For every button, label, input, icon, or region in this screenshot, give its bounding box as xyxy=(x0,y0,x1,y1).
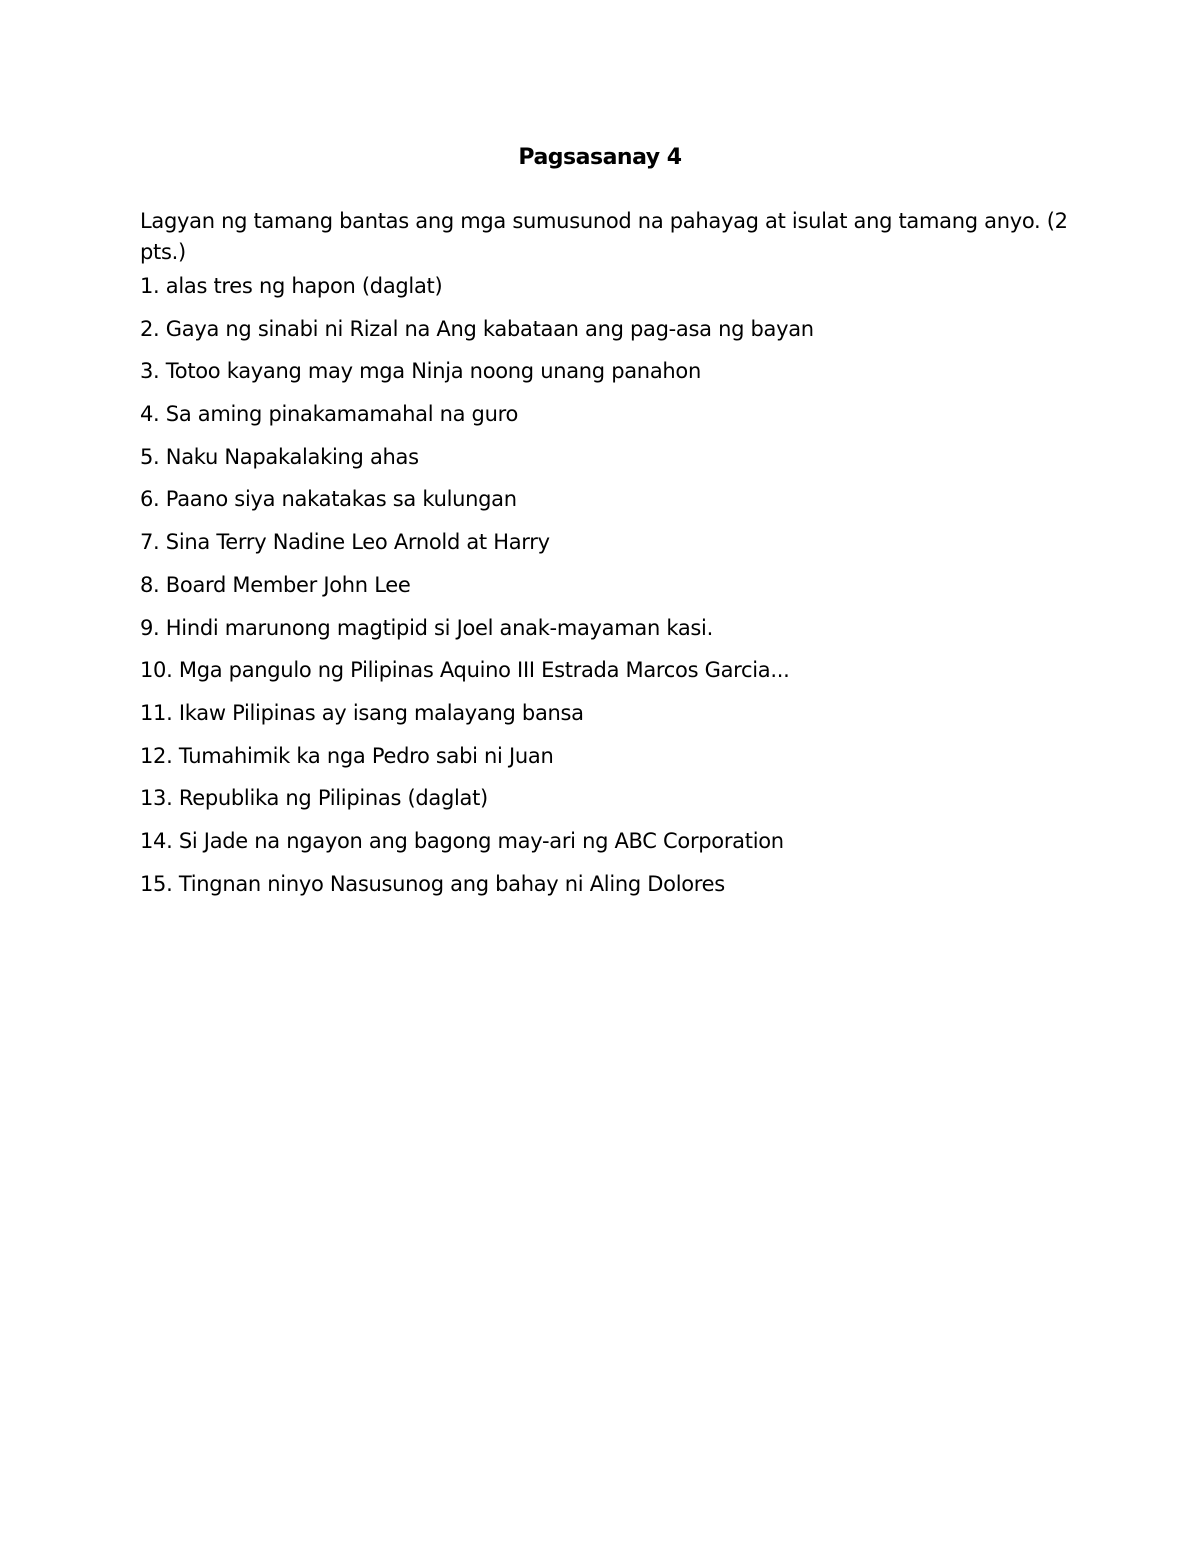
exercise-item-11: 11. Ikaw Pilipinas ay isang malayang bansa xyxy=(140,700,584,725)
exercise-item-7: 7. Sina Terry Nadine Leo Arnold at Harry xyxy=(140,530,550,555)
exercise-item-3: 3. Totoo kayang may mga Ninja noong unang panahon xyxy=(140,359,701,384)
exercise-item-1: 1. alas tres ng hapon (daglat) xyxy=(140,274,443,298)
exercise-item-8: 8. Board Member John Lee xyxy=(140,572,411,597)
exercise-item-14: 14. Si Jade na ngayon ang bagong may-ari ng ABC Corporation xyxy=(140,828,784,853)
exercise-item-6: 6. Paano siya nakatakas sa kulungan xyxy=(140,487,517,512)
exercise-item-5: 5. Naku Napakalaking ahas xyxy=(140,444,419,469)
exercise-item-9: 9. Hindi marunong magtipid si Joel anak-mayaman kasi. xyxy=(140,615,713,640)
page-title: Pagsasanay 4 xyxy=(518,145,682,170)
exercise-item-12: 12. Tumahimik ka nga Pedro sabi ni Juan xyxy=(140,743,554,768)
exercise-item-2: 2. Gaya ng sinabi ni Rizal na Ang kabataan ang pag-asa ng bayan xyxy=(140,316,814,341)
exercise-item-15: 15. Tingnan ninyo Nasusunog ang bahay ni Aling Dolores xyxy=(140,871,725,896)
exercise-item-10: 10. Mga pangulo ng Pilipinas Aquino III Estrada Marcos Garcia... xyxy=(140,658,790,683)
exercise-item-13: 13. Republika ng Pilipinas (daglat) xyxy=(140,786,488,811)
exercise-item-4: 4. Sa aming pinakamamahal na guro xyxy=(140,402,519,427)
exercise-list xyxy=(140,271,1080,911)
instructions-text: Lagyan ng tamang bantas ang mga sumusunod na pahayag at isulat ang tamang anyo. (2 pts.) xyxy=(140,209,1068,264)
